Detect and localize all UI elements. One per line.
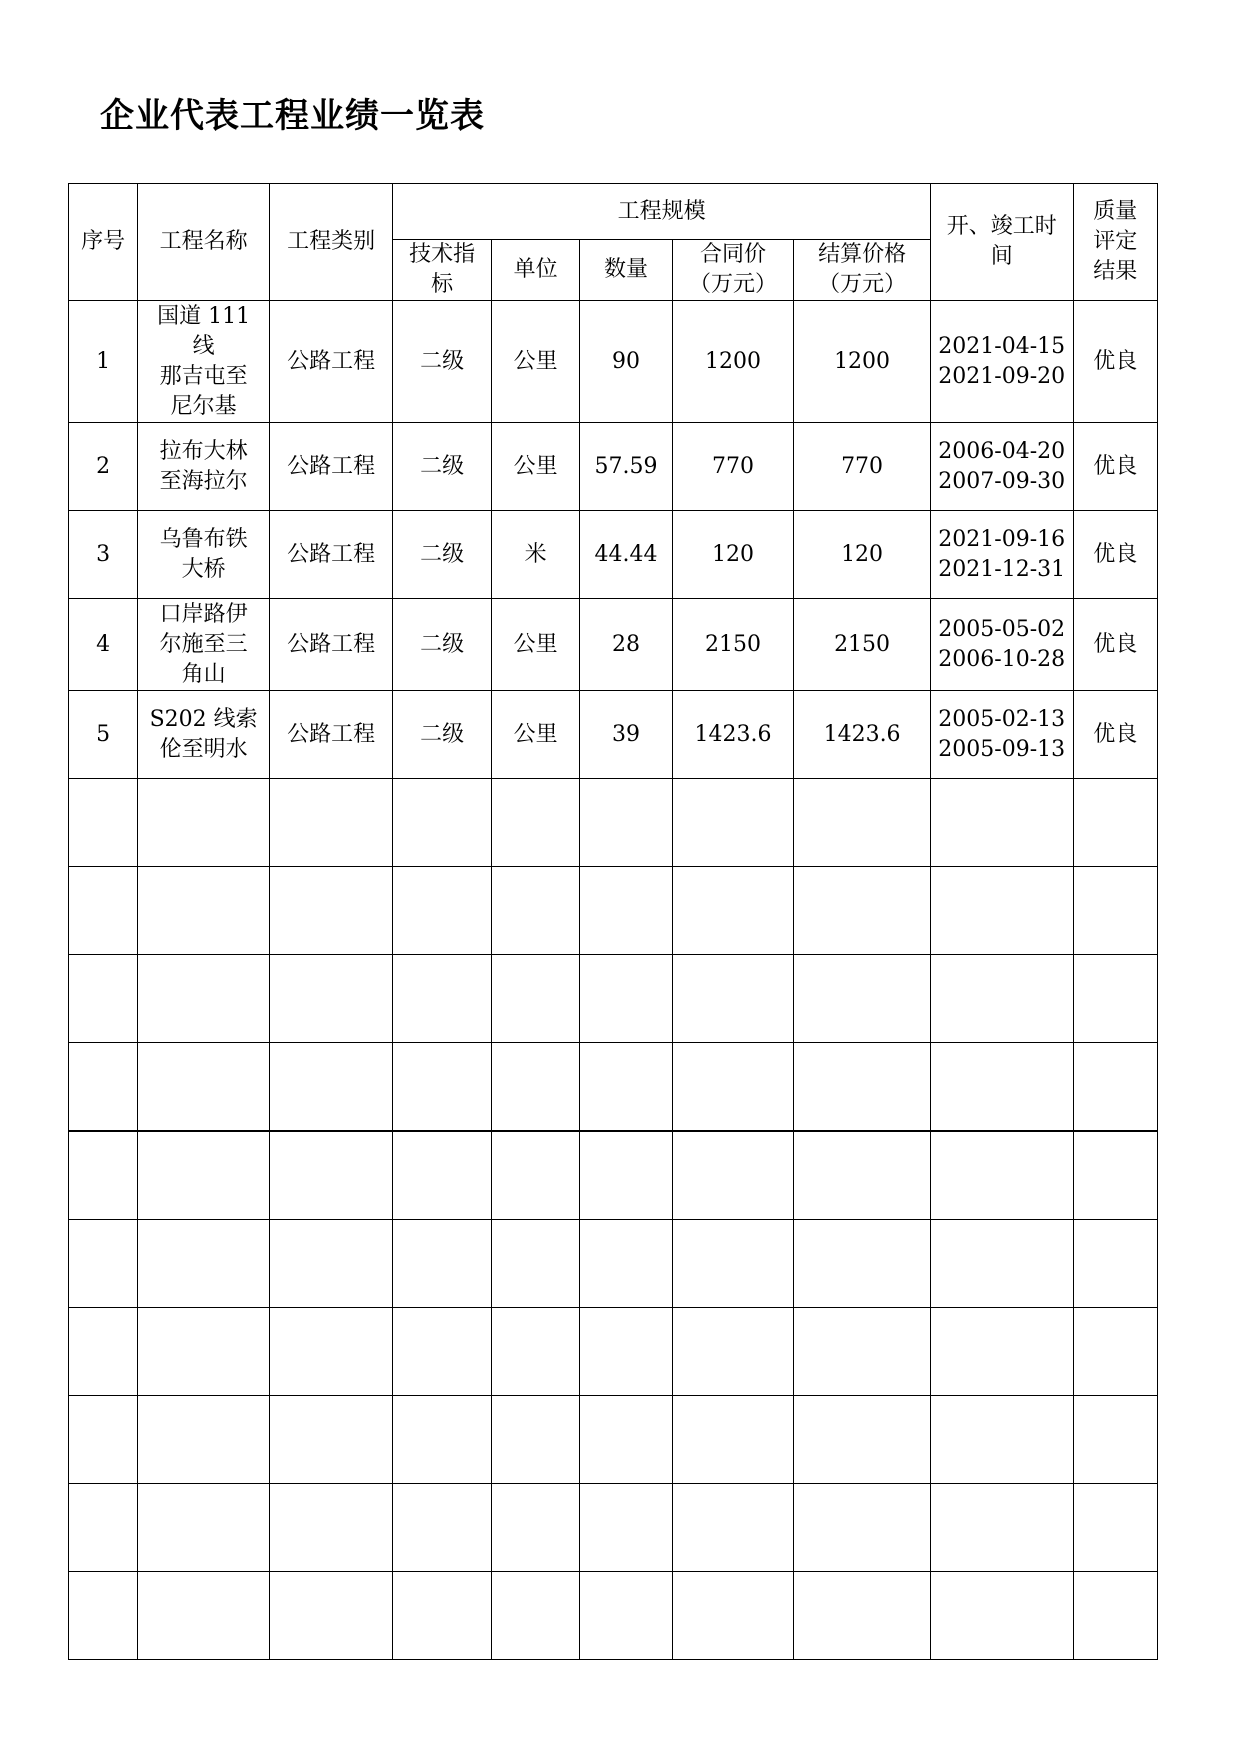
empty-cell[interactable] [69, 1484, 138, 1572]
empty-cell[interactable] [69, 1043, 138, 1132]
cell-tech: 二级 [393, 691, 491, 779]
empty-cell[interactable] [269, 1220, 393, 1308]
empty-cell[interactable] [393, 955, 491, 1043]
empty-cell[interactable] [491, 1572, 579, 1660]
cell-unit: 公里 [491, 599, 579, 691]
empty-row [69, 779, 1158, 867]
cell-unit: 公里 [491, 423, 579, 511]
empty-cell[interactable] [580, 1043, 672, 1132]
empty-cell[interactable] [491, 1043, 579, 1132]
empty-cell[interactable] [138, 1484, 270, 1572]
cell-quantity: 44.44 [580, 511, 672, 599]
empty-row [69, 1572, 1158, 1660]
empty-cell[interactable] [269, 1396, 393, 1484]
empty-cell[interactable] [491, 779, 579, 867]
empty-cell[interactable] [672, 1220, 794, 1308]
empty-cell[interactable] [269, 1484, 393, 1572]
empty-cell[interactable] [69, 1572, 138, 1660]
cell-name: S202 线索 伦至明水 [138, 691, 270, 779]
empty-cell[interactable] [930, 1484, 1073, 1572]
empty-cell[interactable] [1073, 1308, 1157, 1396]
empty-cell[interactable] [491, 1220, 579, 1308]
empty-cell[interactable] [1073, 1043, 1157, 1132]
cell-contract-price: 1200 [672, 301, 794, 423]
empty-cell[interactable] [580, 1396, 672, 1484]
empty-cell[interactable] [794, 955, 931, 1043]
empty-cell[interactable] [930, 1572, 1073, 1660]
cell-contract-price: 1423.6 [672, 691, 794, 779]
empty-cell[interactable] [1073, 955, 1157, 1043]
cell-category: 公路工程 [269, 511, 393, 599]
header-settlement-price: 结算价格 （万元） [794, 240, 931, 301]
empty-cell[interactable] [138, 955, 270, 1043]
empty-cell[interactable] [580, 867, 672, 955]
cell-unit: 米 [491, 511, 579, 599]
cell-category: 公路工程 [269, 599, 393, 691]
empty-cell[interactable] [580, 955, 672, 1043]
empty-cell[interactable] [269, 1043, 393, 1132]
empty-cell[interactable] [491, 1484, 579, 1572]
empty-cell[interactable] [672, 1043, 794, 1132]
empty-cell[interactable] [794, 867, 931, 955]
empty-cell[interactable] [930, 1043, 1073, 1132]
cell-quantity: 90 [580, 301, 672, 423]
empty-cell[interactable] [138, 1308, 270, 1396]
empty-cell[interactable] [580, 1308, 672, 1396]
empty-row [69, 1220, 1158, 1308]
empty-cell[interactable] [930, 1308, 1073, 1396]
performance-table [68, 183, 1158, 1660]
cell-seq: 2 [69, 423, 138, 511]
cell-tech: 二级 [393, 599, 491, 691]
cell-quality: 优良 [1073, 691, 1157, 779]
empty-row [69, 1396, 1158, 1484]
header-contract-price: 合同价 （万元） [672, 240, 794, 301]
empty-row [69, 1043, 1158, 1132]
empty-cell[interactable] [930, 1396, 1073, 1484]
empty-cell[interactable] [794, 1043, 931, 1132]
empty-cell[interactable] [269, 1572, 393, 1660]
cell-settlement-price: 770 [794, 423, 931, 511]
cell-unit: 公里 [491, 691, 579, 779]
cell-seq: 3 [69, 511, 138, 599]
empty-cell[interactable] [930, 1220, 1073, 1308]
cell-seq: 5 [69, 691, 138, 779]
empty-cell[interactable] [393, 1484, 491, 1572]
empty-cell[interactable] [69, 1308, 138, 1396]
empty-row [69, 1308, 1158, 1396]
header-scale: 工程规模 [393, 184, 930, 240]
header-unit: 单位 [491, 240, 579, 301]
empty-cell[interactable] [491, 955, 579, 1043]
empty-cell[interactable] [794, 1220, 931, 1308]
empty-cell[interactable] [1073, 1572, 1157, 1660]
empty-cell[interactable] [491, 1131, 579, 1220]
header-quality: 质量 评定 结果 [1073, 184, 1157, 301]
header-category: 工程类别 [269, 184, 393, 301]
cell-unit: 公里 [491, 301, 579, 423]
empty-cell[interactable] [269, 1308, 393, 1396]
empty-cell[interactable] [491, 1308, 579, 1396]
header-tech: 技术指 标 [393, 240, 491, 301]
cell-contract-price: 770 [672, 423, 794, 511]
empty-cell[interactable] [1073, 867, 1157, 955]
empty-cell[interactable] [393, 1131, 491, 1220]
empty-cell[interactable] [672, 1308, 794, 1396]
empty-cell[interactable] [393, 1308, 491, 1396]
empty-cell[interactable] [794, 1572, 931, 1660]
header-name: 工程名称 [138, 184, 270, 301]
empty-cell[interactable] [393, 779, 491, 867]
table-row [69, 301, 1158, 423]
empty-cell[interactable] [1073, 1484, 1157, 1572]
empty-row [69, 955, 1158, 1043]
empty-cell[interactable] [138, 1043, 270, 1132]
empty-cell[interactable] [672, 1131, 794, 1220]
cell-dates: 2021-04-15 2021-09-20 [930, 301, 1073, 423]
header-dates: 开、竣工时 间 [930, 184, 1073, 301]
empty-cell[interactable] [393, 1043, 491, 1132]
cell-contract-price: 2150 [672, 599, 794, 691]
empty-cell[interactable] [672, 1484, 794, 1572]
empty-cell[interactable] [69, 955, 138, 1043]
table-row [69, 423, 1158, 511]
cell-seq: 1 [69, 301, 138, 423]
empty-cell[interactable] [672, 867, 794, 955]
table-row [69, 511, 1158, 599]
cell-tech: 二级 [393, 511, 491, 599]
cell-category: 公路工程 [269, 423, 393, 511]
cell-quality: 优良 [1073, 511, 1157, 599]
empty-cell[interactable] [580, 779, 672, 867]
empty-cell[interactable] [794, 1308, 931, 1396]
empty-cell[interactable] [138, 1572, 270, 1660]
empty-cell[interactable] [138, 1396, 270, 1484]
empty-cell[interactable] [69, 867, 138, 955]
empty-cell[interactable] [794, 1396, 931, 1484]
empty-cell[interactable] [580, 1484, 672, 1572]
cell-settlement-price: 1423.6 [794, 691, 931, 779]
empty-cell[interactable] [1073, 1220, 1157, 1308]
cell-name: 拉布大林 至海拉尔 [138, 423, 270, 511]
cell-quality: 优良 [1073, 599, 1157, 691]
empty-cell[interactable] [69, 1396, 138, 1484]
empty-cell[interactable] [794, 1484, 931, 1572]
cell-settlement-price: 120 [794, 511, 931, 599]
empty-cell[interactable] [69, 1220, 138, 1308]
cell-settlement-price: 2150 [794, 599, 931, 691]
empty-cell[interactable] [930, 779, 1073, 867]
empty-cell[interactable] [393, 1396, 491, 1484]
cell-dates: 2005-05-02 2006-10-28 [930, 599, 1073, 691]
empty-cell[interactable] [1073, 1131, 1157, 1220]
empty-cell[interactable] [269, 1131, 393, 1220]
empty-cell[interactable] [930, 1131, 1073, 1220]
cell-seq: 4 [69, 599, 138, 691]
cell-dates: 2005-02-13 2005-09-13 [930, 691, 1073, 779]
cell-quantity: 39 [580, 691, 672, 779]
empty-cell[interactable] [580, 1220, 672, 1308]
empty-cell[interactable] [138, 779, 270, 867]
cell-category: 公路工程 [269, 301, 393, 423]
cell-name: 口岸路伊 尔施至三 角山 [138, 599, 270, 691]
empty-cell[interactable] [491, 1396, 579, 1484]
header-quantity: 数量 [580, 240, 672, 301]
cell-contract-price: 120 [672, 511, 794, 599]
cell-dates: 2021-09-16 2021-12-31 [930, 511, 1073, 599]
cell-quantity: 57.59 [580, 423, 672, 511]
empty-row [69, 867, 1158, 955]
empty-cell[interactable] [794, 779, 931, 867]
empty-cell[interactable] [930, 867, 1073, 955]
empty-cell[interactable] [69, 1131, 138, 1220]
empty-cell[interactable] [491, 867, 579, 955]
empty-cell[interactable] [393, 1220, 491, 1308]
header-seq: 序号 [69, 184, 138, 301]
empty-cell[interactable] [672, 1396, 794, 1484]
empty-cell[interactable] [269, 779, 393, 867]
cell-category: 公路工程 [269, 691, 393, 779]
cell-quality: 优良 [1073, 423, 1157, 511]
empty-cell[interactable] [393, 867, 491, 955]
empty-cell[interactable] [393, 1572, 491, 1660]
empty-cell[interactable] [672, 1572, 794, 1660]
empty-cell[interactable] [672, 779, 794, 867]
cell-quality: 优良 [1073, 301, 1157, 423]
empty-cell[interactable] [1073, 779, 1157, 867]
table-row [69, 599, 1158, 691]
cell-name: 国道 111 线 那吉屯至 尼尔基 [138, 301, 270, 423]
empty-cell[interactable] [580, 1572, 672, 1660]
empty-row [69, 1131, 1158, 1220]
cell-tech: 二级 [393, 301, 491, 423]
cell-name: 乌鲁布铁 大桥 [138, 511, 270, 599]
cell-dates: 2006-04-20 2007-09-30 [930, 423, 1073, 511]
cell-quantity: 28 [580, 599, 672, 691]
empty-cell[interactable] [794, 1131, 931, 1220]
empty-cell[interactable] [138, 867, 270, 955]
empty-cell[interactable] [1073, 1396, 1157, 1484]
page-title: 企业代表工程业绩一览表 [100, 96, 485, 136]
empty-cell[interactable] [269, 867, 393, 955]
empty-cell[interactable] [672, 955, 794, 1043]
empty-cell[interactable] [138, 1131, 270, 1220]
cell-settlement-price: 1200 [794, 301, 931, 423]
cell-tech: 二级 [393, 423, 491, 511]
empty-cell[interactable] [69, 779, 138, 867]
empty-cell[interactable] [138, 1220, 270, 1308]
empty-cell[interactable] [580, 1131, 672, 1220]
table-row [69, 691, 1158, 779]
empty-cell[interactable] [269, 955, 393, 1043]
empty-row [69, 1484, 1158, 1572]
empty-cell[interactable] [930, 955, 1073, 1043]
